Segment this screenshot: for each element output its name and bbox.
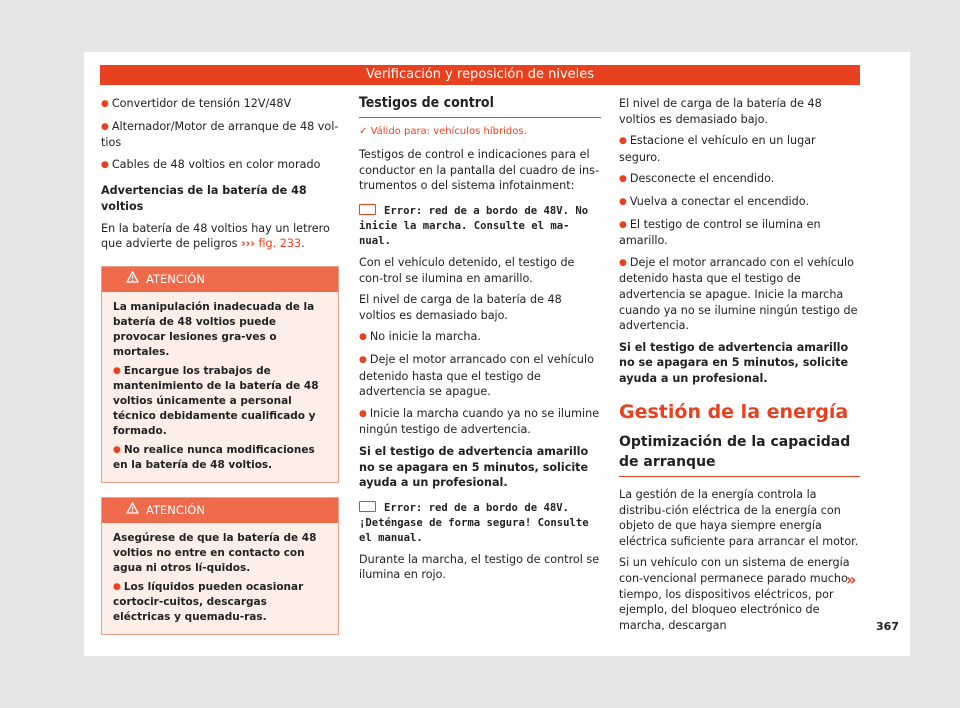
page-number: 367 — [876, 620, 899, 633]
warning-triangle-icon — [126, 267, 140, 292]
paragraph: Con el vehículo detenido, el testigo de con-trol se ilumina en amarillo. — [359, 255, 575, 285]
bullet-icon: ● — [113, 365, 121, 376]
warning-body: La manipulación inadecuada de la batería de 48 voltios puede provocar lesiones gra-ves o mortales. ● Encargue los trabajos de mantenimiento de la batería de 48 voltios únicamente a personal técnico debidamente cualificado y formado. ● No realice nunca modificaciones en la batería de 48 voltios. — [102, 292, 338, 482]
bullet-icon: ● — [359, 354, 367, 365]
section-heading: Advertencias de la batería de 48 voltios — [101, 184, 307, 213]
bullet-icon: ● — [101, 121, 109, 132]
paragraph: La gestión de la energía controla la distribu-ción eléctrica de la energía con objeto de que haya siempre energía eléctrica suficiente para arrancar el motor. — [619, 488, 859, 548]
bullet-icon: ● — [619, 174, 627, 185]
list-item: ● Cables de 48 voltios en color morado — [101, 157, 321, 171]
reference-arrow: ››› — [241, 237, 255, 251]
continue-arrow-icon: » — [846, 570, 857, 589]
bullet-icon: ● — [619, 257, 627, 268]
warning-header: ATENCIÓN — [102, 498, 338, 523]
warning-body: Asegúrese de que la batería de 48 voltios no entre en contacto con agua ni otros lí-quidos. ● Los líquidos pueden ocasionar cortocir-cuitos, descargas eléctricas y quemadu-ras. — [102, 523, 338, 634]
column-1 — [101, 96, 339, 649]
battery-icon — [359, 204, 376, 215]
bullet-icon: ● — [619, 219, 627, 230]
list-item: ● Desconecte el encendido. — [619, 172, 775, 186]
chapter-title: Gestión de la energía — [619, 400, 849, 423]
bullet-icon: ● — [101, 159, 109, 170]
warning-header: ATENCIÓN — [102, 267, 338, 292]
list-item: ● Deje el motor arrancado con el vehículo detenido hasta que el testigo de advertencia se apague. — [359, 352, 594, 399]
bullet-icon: ● — [113, 581, 121, 592]
bold-note: Si el testigo de advertencia amarillo no se apagara en 5 minutos, solicite ayuda a un profesional. — [359, 444, 589, 490]
bold-note: Si el testigo de advertencia amarillo no se apagara en 5 minutos, solicite ayuda a un profesional. — [619, 340, 849, 385]
list-item: ● Deje el motor arrancado con el vehículo detenido hasta que el testigo de advertencia se apague. Inicie la marcha cuando ya no se ilumine ningún testigo de advertencia. — [619, 255, 858, 333]
column-3 — [619, 96, 860, 639]
list-item: ● No realice nunca modificaciones en la batería de 48 voltios. — [113, 443, 315, 471]
bullet-icon: ● — [101, 99, 109, 109]
page-header: Verificación y reposición de niveles — [100, 65, 860, 85]
bullet-icon: ● — [359, 408, 367, 419]
list-item: ● Encargue los trabajos de mantenimiento de la batería de 48 voltios únicamente a personal técnico debidamente cualificado y formado. — [113, 364, 319, 438]
warning-box — [101, 266, 339, 483]
bullet-icon: ● — [619, 196, 627, 207]
message: Error: red de a bordo de 48V. ¡Deténgase de forma segura! Consulte el manual. — [359, 501, 589, 544]
paragraph: Si un vehículo con un sistema de energía con-vencional permanece parado mucho tiempo, los dispositivos eléctricos, por ejemplo, del bloqueo electrónico de marcha, descargan — [619, 556, 850, 632]
paragraph: En la batería de 48 voltios hay un letrero que advierte de peligros ››› fig. 233. — [101, 221, 330, 251]
list-item: ● Estacione el vehículo en un lugar seguro. — [619, 134, 816, 164]
message: Error: red de a bordo de 48V. No inicie la marcha. Consulte el ma-nual. — [359, 204, 589, 247]
section-title: Testigos de control — [359, 96, 601, 118]
battery-icon — [359, 501, 376, 512]
figure-link[interactable]: fig. 233 — [258, 237, 302, 251]
bullet-icon: ● — [113, 444, 121, 455]
list-item: ● El testigo de control se ilumina en amarillo. — [619, 217, 821, 248]
check-icon: ✓ — [359, 125, 368, 137]
warning-box — [101, 497, 339, 635]
list-item: ● Alternador/Motor de arranque de 48 vol-tios — [101, 119, 339, 150]
list-item: ● Los líquidos pueden ocasionar cortocir-cuitos, descargas eléctricas y quemadu-ras. — [113, 580, 304, 623]
validity-note: ✓ Válido para: vehículos híbridos. — [359, 125, 527, 137]
warning-triangle-icon — [126, 498, 140, 523]
subsection-title: Optimización de la capacidad de arranque — [619, 432, 860, 477]
bullet-icon: ● — [619, 136, 627, 147]
paragraph: El nivel de carga de la batería de 48 voltios es demasiado bajo. — [359, 293, 562, 322]
paragraph: Testigos de control e indicaciones para el conductor en la pantalla del cuadro de ins-trumentos o del sistema infotainment: — [359, 148, 599, 193]
paragraph: El nivel de carga de la batería de 48 voltios es demasiado bajo. — [619, 97, 822, 126]
bullet-icon: ● — [359, 332, 367, 343]
list-item: ● No inicie la marcha. — [359, 330, 481, 344]
list-item: ● Convertidor de tensión 12V/48V — [101, 97, 292, 110]
list-item: ● Vuelva a conectar el encendido. — [619, 194, 809, 208]
paragraph: Durante la marcha, el testigo de control se ilumina en rojo. — [359, 552, 600, 582]
list-item: ● Inicie la marcha cuando ya no se ilumine ningún testigo de advertencia. — [359, 406, 600, 437]
column-2 — [359, 96, 601, 589]
